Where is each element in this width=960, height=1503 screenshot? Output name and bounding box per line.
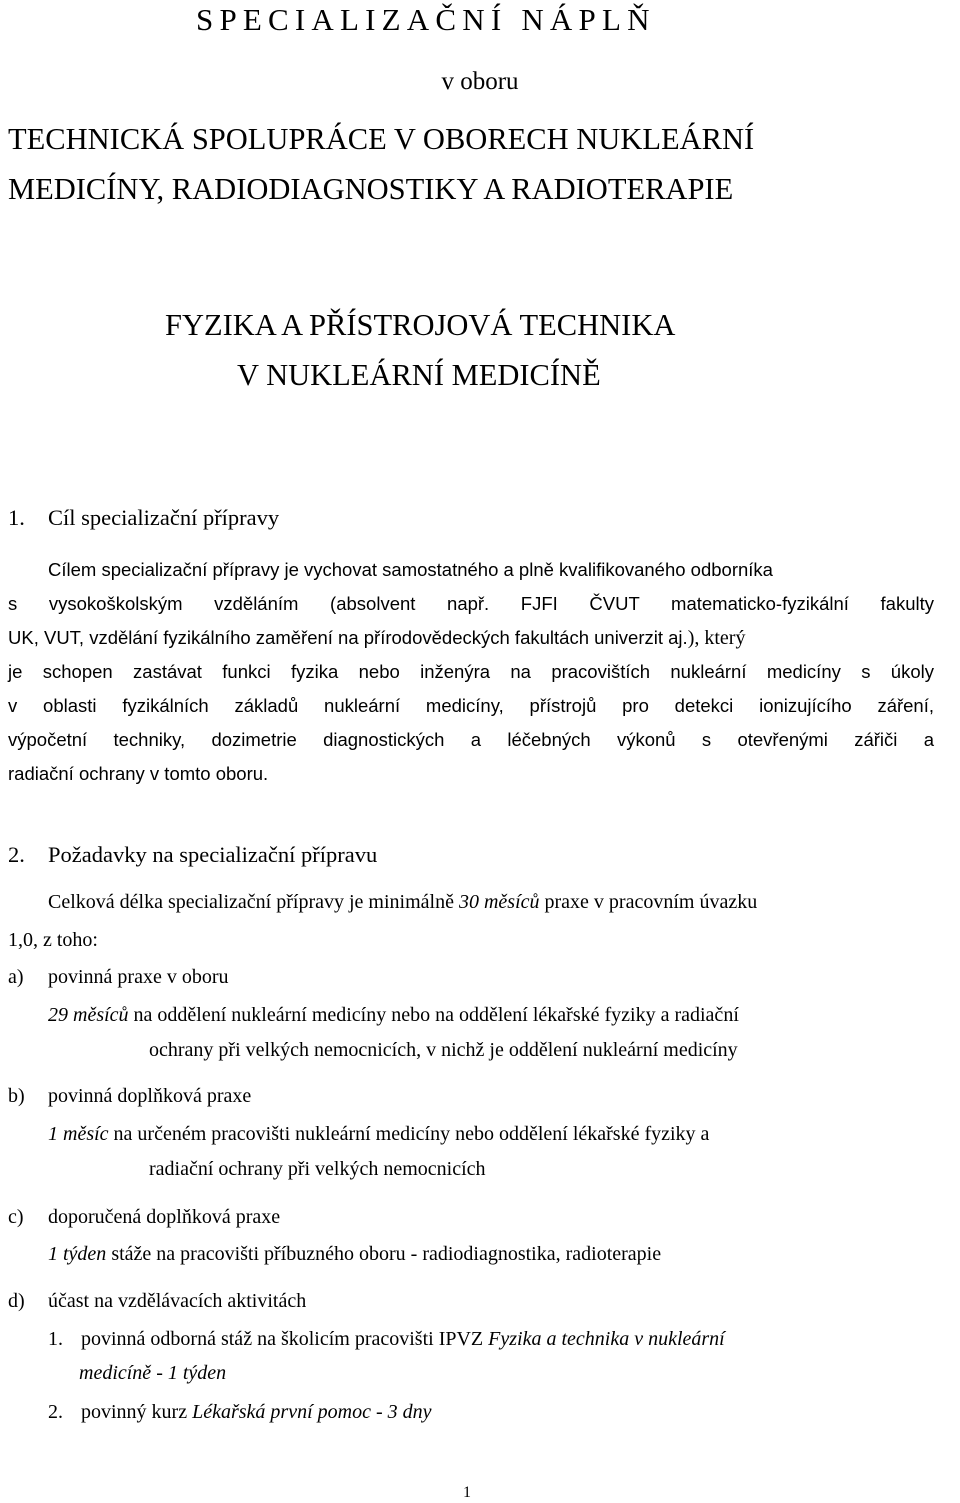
section1-line: radiační ochrany v tomto oboru. <box>8 763 269 784</box>
subitem-text: povinná odborná stáž na školicím pracovišti IPVZ Fyzika a technika v nukleární <box>81 1328 725 1350</box>
section1-line-text: UK, VUT, vzdělání fyzikálního zaměření na přírodovědeckých fakultách univerzit aj. <box>8 627 688 648</box>
item-detail: 1 týden stáže na pracovišti příbuzného oboru - radiodiagnostika, radioterapie <box>48 1243 662 1265</box>
specialization-title-line2: V NUKLEÁRNÍ MEDICÍNĚ <box>237 358 601 392</box>
item-label: povinná doplňková praxe <box>48 1085 252 1107</box>
section1-number: 1. <box>8 505 25 530</box>
section1-line: výpočetní techniky, dozimetrie diagnostických a léčebných výkonů s otevřenými zářiči a <box>8 729 934 750</box>
item-label: povinná praxe v oboru <box>48 966 229 988</box>
subitem-number: 2. <box>48 1401 63 1423</box>
section1-line: s vysokoškolským vzděláním (absolvent např. FJFI ČVUT matematicko-fyzikální fakulty <box>8 593 934 614</box>
section2-intro: Celková délka specializační přípravy je minimálně 30 měsíců praxe v pracovním úvazku <box>48 891 758 913</box>
field-title-line1: TECHNICKÁ SPOLUPRÁCE V OBORECH NUKLEÁRNÍ <box>8 122 755 156</box>
field-title-line2: MEDICÍNY, RADIODIAGNOSTIKY A RADIOTERAPIE <box>8 172 734 206</box>
item-letter: a) <box>8 966 24 988</box>
section1-heading: Cíl specializační přípravy <box>48 505 280 530</box>
document-subtitle: v oboru <box>441 68 519 95</box>
item-label: doporučená doplňková praxe <box>48 1206 281 1228</box>
subitem-text-line2: medicíně - 1 týden <box>79 1362 227 1384</box>
subitem-number: 1. <box>48 1328 63 1350</box>
specialization-title-line1: FYZIKA A PŘÍSTROJOVÁ TECHNIKA <box>165 308 676 342</box>
section1-line: v oblasti fyzikálních základů nukleární medicíny, přístrojů pro detekci ionizujícího záření, <box>8 695 934 716</box>
item-letter: d) <box>8 1290 25 1312</box>
section2-number: 2. <box>8 842 25 867</box>
document-title: SPECIALIZAČNÍ NÁPLŇ <box>196 2 656 37</box>
page-number: 1 <box>463 1484 471 1501</box>
section2-intro-line2: 1,0, z toho: <box>8 929 98 951</box>
item-letter: b) <box>8 1085 25 1107</box>
item-detail: 1 měsíc na určeném pracovišti nukleární medicíny nebo oddělení lékařské fyziky a <box>48 1123 710 1145</box>
section1-line <box>8 627 745 650</box>
section1-line: Cílem specializační přípravy je vychovat samostatného a plně kvalifikovaného odborníka <box>48 559 773 580</box>
section2-heading: Požadavky na specializační přípravu <box>48 842 378 867</box>
section1-line: je schopen zastávat funkci fyzika nebo inženýra na pracovištích nukleární medicíny s úkoly <box>8 661 934 682</box>
item-letter: c) <box>8 1206 24 1228</box>
subitem-text: povinný kurz Lékařská první pomoc - 3 dny <box>81 1401 432 1423</box>
item-detail: 29 měsíců na oddělení nukleární medicíny nebo na oddělení lékařské fyziky a radiační <box>48 1004 739 1026</box>
item-detail-line2: ochrany při velkých nemocnicích, v nichž je oddělení nukleární medicíny <box>149 1039 738 1061</box>
item-detail-line2: radiační ochrany při velkých nemocnicích <box>149 1158 486 1180</box>
item-label: účast na vzdělávacích aktivitách <box>48 1290 307 1312</box>
duration-emphasis: 30 měsíců <box>458 891 540 913</box>
section1-line-serif: ), který <box>687 627 746 649</box>
